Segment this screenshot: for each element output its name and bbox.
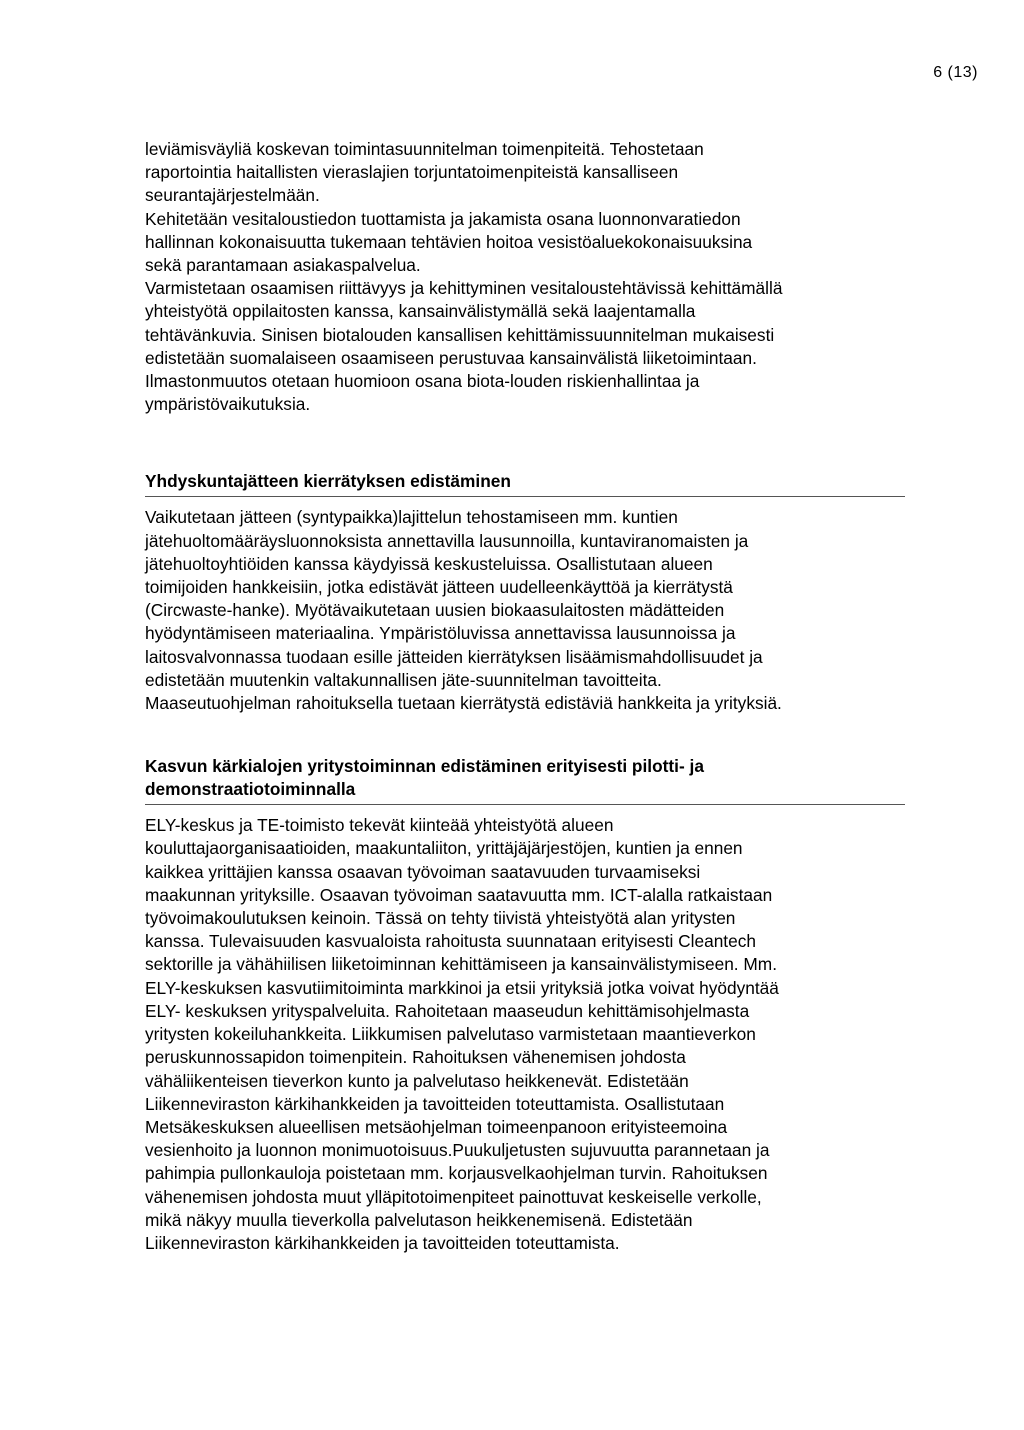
text-line: tehtävänkuvia. Sinisen biotalouden kansallisen kehittämissuunnitelman mukaisesti (145, 324, 775, 345)
page-number: 6 (13) (933, 64, 978, 81)
text-line: kouluttajaorganisaatioiden, maakuntaliiton, yrittäjäjärjestöjen, kuntien ja ennen (145, 838, 743, 859)
text-line: mikä näkyy muulla tieverkolla palvelutason heikkenemisenä. Edistetään (145, 1209, 693, 1230)
section-paragraph (145, 814, 905, 1255)
section-growth-sectors (145, 755, 905, 1255)
text-line: työvoimakoulutuksen keinoin. Tässä on tehty tiivistä yhteistyötä alan yritysten (145, 908, 736, 929)
text-line: vähäliikenteisen tieverkon kunto ja palvelutaso heikkenevät. Edistetään (145, 1070, 689, 1091)
text-line: vesienhoito ja luonnon monimuotoisuus.Puukuljetusten sujuvuutta parannetaan ja (145, 1140, 770, 1161)
text-line: ELY- keskuksen yrityspalveluita. Rahoitetaan maaseudun kehittämisohjelmasta (145, 1000, 750, 1021)
text-line: Liikenneviraston kärkihankkeiden ja tavoitteiden toteuttamista. Osallistutaan (145, 1093, 725, 1114)
text-line: leviämisväyliä koskevan toimintasuunnitelman toimenpiteitä. Tehostetaan (145, 139, 704, 159)
text-line: yritysten kokeiluhankkeita. Liikkumisen palvelutaso varmistetaan maantieverkon (145, 1024, 756, 1045)
heading-line: Yhdyskuntajätteen kierrätyksen edistäminen (145, 471, 511, 492)
text-line: sektorille ja vähähiilisen liiketoiminnan kehittämiseen ja kansainvälistymiseen. Mm. (145, 954, 778, 975)
text-line: (Circwaste-hanke). Myötävaikutetaan uusien biokaasulaitosten mädätteiden (145, 600, 725, 621)
text-line: sekä parantamaan asiakaspalvelua. (145, 255, 421, 276)
heading-line: demonstraatiotoiminnalla (145, 779, 356, 800)
text-line: Metsäkeskuksen alueellisen metsäohjelman toimeenpanoon erityisteemoina (145, 1116, 728, 1137)
text-line: seurantajärjestelmään. (145, 185, 320, 206)
text-line: ELY-keskus ja TE-toimisto tekevät kiinteää yhteistyötä alueen (145, 815, 614, 836)
text-line: jätehuoltoyhtiöiden kanssa käydyissä keskusteluissa. Osallistutaan alueen (145, 553, 713, 574)
text-line: hyödyntämiseen materiaalina. Ympäristöluvissa annettavissa lausunnoissa ja (145, 623, 736, 644)
text-line: hallinnan kokonaisuutta tukemaan tehtävien hoitoa vesistöaluekokonaisuuksina (145, 231, 753, 252)
text-line: Kehitetään vesitaloustiedon tuottamista ja jakamista osana luonnonvaratiedon (145, 208, 741, 229)
text-line: Liikenneviraston kärkihankkeiden ja tavoitteiden toteuttamista. (145, 1232, 620, 1253)
text-line: edistetään muutenkin valtakunnallisen jäte-suunnitelman tavoitteita. (145, 669, 662, 690)
document-content (145, 138, 905, 1255)
text-line: kanssa. Tulevaisuuden kasvualoista rahoitusta suunnataan erityisesti Cleantech (145, 931, 756, 952)
text-line: ympäristövaikutuksia. (145, 394, 311, 415)
text-line: peruskunnossapidon toimenpitein. Rahoituksen vähenemisen johdosta (145, 1047, 686, 1068)
text-line: kaikkea yrittäjien kanssa osaavan työvoiman saatavuuden turvaamiseksi (145, 861, 701, 882)
text-line: raportointia haitallisten vieraslajien torjuntatoimenpiteistä kansalliseen (145, 162, 679, 183)
text-line: Ilmastonmuutos otetaan huomioon osana biota-louden riskienhallintaa ja (145, 371, 700, 392)
text-line: yhteistyötä oppilaitosten kanssa, kansainvälistymällä sekä laajentamalla (145, 301, 696, 322)
text-line: Vaikutetaan jätteen (syntypaikka)lajittelun tehostamiseen mm. kuntien (145, 507, 678, 528)
section-paragraph (145, 506, 905, 715)
heading-line: Kasvun kärkialojen yritystoiminnan edistäminen erityisesti pilotti- ja (145, 756, 704, 777)
section-waste-recycling (145, 470, 905, 715)
text-line: toimijoiden hankkeisiin, jotka edistävät jätteen uudelleenkäyttöä ja kierrätystä (145, 577, 733, 598)
text-line: jätehuoltomääräysluonnoksista annettavilla lausunnoilla, kuntaviranomaisten ja (145, 530, 749, 551)
text-line: Maaseutuohjelman rahoituksella tuetaan kierrätystä edistäviä hankkeita ja yrityksiä. (145, 693, 782, 714)
text-line: maakunnan yrityksille. Osaavan työvoiman saatavuutta mm. ICT-alalla ratkaistaan (145, 884, 773, 905)
section-heading (145, 755, 905, 805)
text-line: laitosvalvonnassa tuodaan esille jätteiden kierrätyksen lisäämismahdollisuudet ja (145, 646, 763, 667)
text-line: edistetään suomalaiseen osaamiseen perustuvaa kansainvälistä liiketoimintaan. (145, 347, 757, 368)
section-heading (145, 470, 905, 497)
text-line: ELY-keskuksen kasvutiimitoiminta markkinoi ja etsii yrityksiä jotka voivat hyödyntää (145, 977, 779, 998)
text-line: pahimpia pullonkauloja poistetaan mm. korjausvelkaohjelman turvin. Rahoituksen (145, 1163, 768, 1184)
intro-paragraph (145, 138, 905, 416)
text-line: Varmistetaan osaamisen riittävyys ja kehittyminen vesitaloustehtävissä kehittämällä (145, 278, 783, 299)
text-line: vähenemisen johdosta muut ylläpitotoimenpiteet painottuvat keskeiselle verkolle, (145, 1186, 762, 1207)
